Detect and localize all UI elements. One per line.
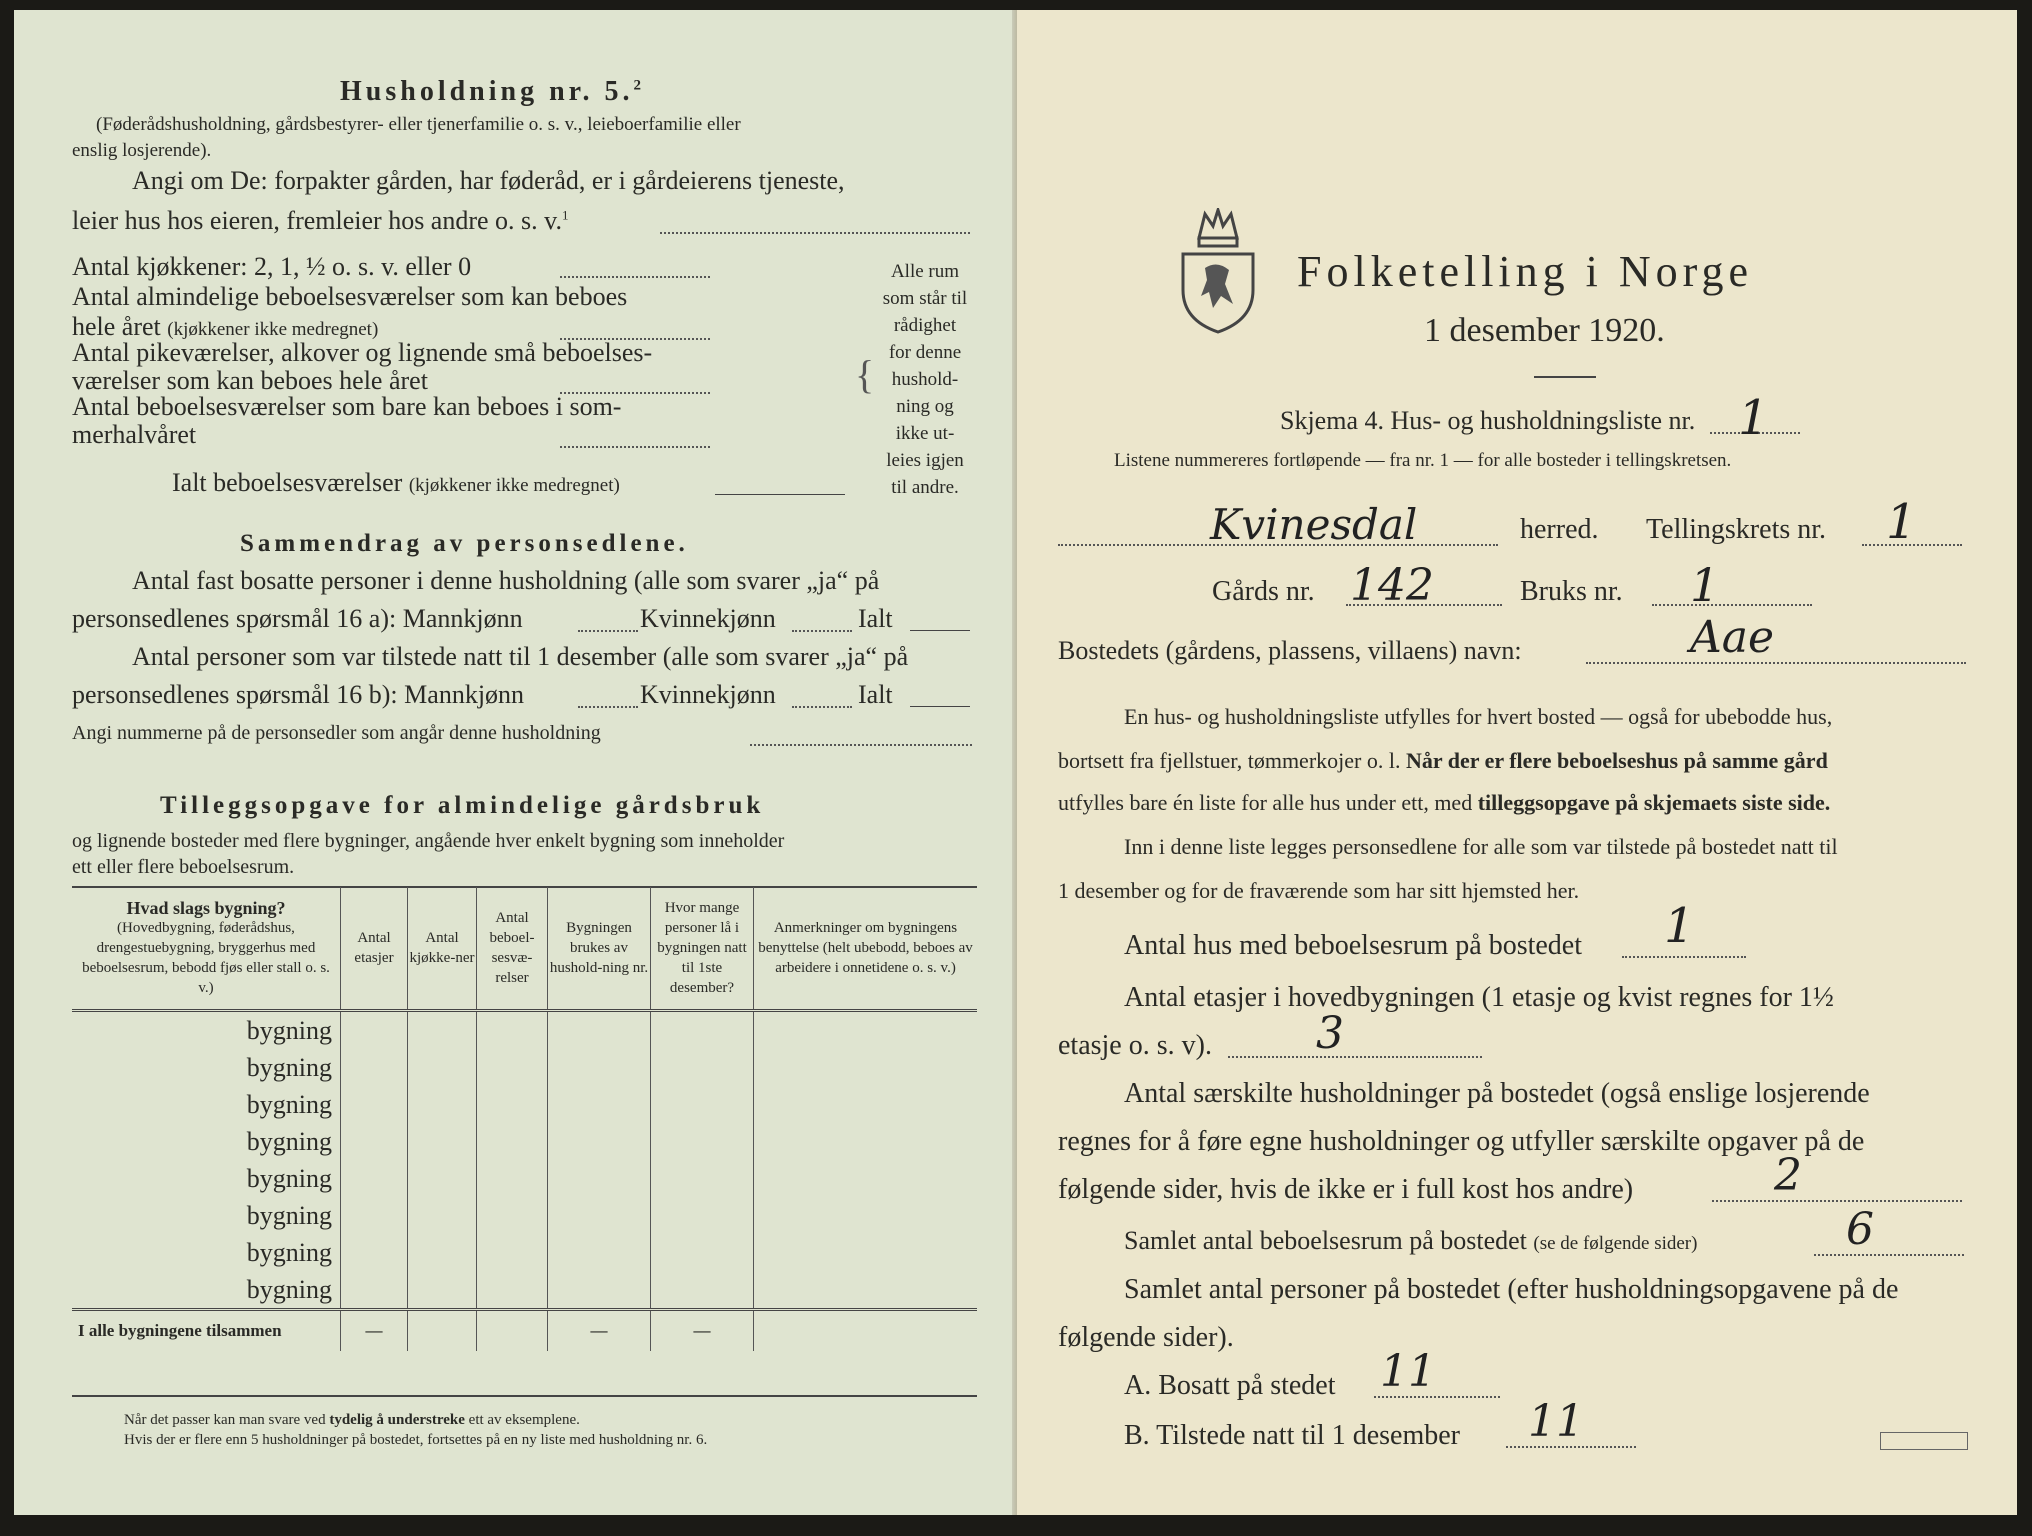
table-row: bygning — [72, 1011, 977, 1050]
summary-title: Sammendrag av personsedlene. — [240, 530, 689, 557]
table-row: bygning — [72, 1234, 977, 1271]
maid-line-1: Antal pikeværelser, alkover og lignende små beboelses- — [72, 338, 653, 367]
schema-label: Skjema 4. Hus- og husholdningsliste nr. — [1280, 406, 1696, 435]
extra-title: Tilleggsopgave for almindelige gårdsbruk — [160, 792, 765, 819]
sum1-mann-field — [578, 630, 638, 632]
sum1-kvinne-label: Kvinnekjønn — [640, 604, 776, 633]
hush-value: 2 — [1774, 1150, 1802, 1201]
maid-line-2: værelser som kan beboes hele året — [72, 366, 428, 395]
table-row: bygning — [72, 1160, 977, 1197]
sum1-ialt-field — [910, 630, 970, 631]
table-bottom-rule — [72, 1395, 977, 1397]
household-title: Husholdning nr. 5.$^2$ — [340, 76, 646, 107]
para1-line-1: En hus- og husholdningsliste utfylles for hvert bosted — også for ubebodde hus, — [1124, 704, 1833, 729]
herred-value: Kvinesdal — [1210, 500, 1418, 549]
col-rooms: Antal beboel-sesvæ-relser — [477, 887, 548, 1011]
rooms-line-1: Antal almindelige beboelsesværelser som kan beboes — [72, 282, 628, 311]
rooms-line-2: hele året (kjøkkener ikke medregnet) — [72, 312, 379, 341]
etasjer-value: 3 — [1316, 1008, 1344, 1059]
table-row: bygning — [72, 1049, 977, 1086]
sum2-ialt-field — [910, 706, 970, 707]
extra-line-1: og lignende bosteder med flere bygninger, angående hver enkelt bygning som inneholder — [72, 830, 785, 852]
herred-label: herred. — [1520, 514, 1599, 545]
coat-of-arms-icon — [1177, 208, 1259, 334]
col-remarks: Anmerkninger om bygningens benyttelse (helt ubebodd, beboes av arbeidere i onnetidene o. s. v.) — [754, 887, 978, 1011]
hush-line-3: følgende sider, hvis de ikke er i full kost hos andre) — [1058, 1174, 1634, 1205]
bosatt-value: 11 — [1380, 1346, 1436, 1397]
rum-value: 6 — [1846, 1204, 1874, 1255]
census-date: 1 desember 1920. — [1424, 312, 1665, 349]
bosted-field — [1586, 662, 1966, 664]
footnote-1: Når det passer kan man svare ved tydelig å understreke ett av eksemplene. — [124, 1412, 580, 1428]
rum-label: Samlet antal beboelsesrum på bostedet (se de følgende sider) — [1124, 1226, 1698, 1255]
bosatt-label: A. Bosatt på stedet — [1124, 1370, 1336, 1401]
angi-line-2: leier hus hos eieren, fremleier hos andre o. s. v.$^1$ — [72, 206, 569, 235]
sum2-ialt-label: Ialt — [858, 680, 893, 709]
household-subtitle-2: enslig losjerende). — [72, 140, 212, 161]
para2-line-1: Inn i denne liste legges personsedlene for alle som var tilstede på bostedet natt til — [1124, 834, 1838, 859]
sum2-mann-field — [578, 706, 638, 708]
sum2-kvinne-label: Kvinnekjønn — [640, 680, 776, 709]
side-note: Alle rum som står til rådighet for denne hushold- ning og ikke ut- leies igjen til andre. — [882, 261, 968, 498]
table-row: bygning — [72, 1197, 977, 1234]
bruk-value: 1 — [1690, 558, 1720, 612]
schema-value: 1 — [1738, 390, 1769, 446]
summary-2-line-2: personsedlenes spørsmål 16 b): Mannkjønn — [72, 680, 525, 709]
bosted-value: Aae — [1690, 612, 1775, 663]
extra-line-2: ett eller flere beboelsesrum. — [72, 856, 295, 878]
footnote-2: Hvis der er flere enn 5 husholdninger på bostedet, fortsettes på en ny liste med husholdning nr. 6. — [124, 1432, 708, 1448]
etasjer-field — [1228, 1056, 1482, 1058]
col-household: Bygningen brukes av hushold-ning nr. — [548, 887, 651, 1011]
table-row: bygning — [72, 1123, 977, 1160]
hush-field — [1712, 1200, 1962, 1202]
gard-label: Gårds nr. — [1212, 576, 1315, 607]
col-building-type: Hvad slags bygning? (Hovedbygning, føderådshus, drengestuebygning, bryggerhus med beboelsesrum, bebodd fjøs eller stall o. s. v.) — [72, 887, 341, 1011]
census-title: Folketelling i Norge — [1297, 247, 1754, 296]
hus-value: 1 — [1664, 898, 1695, 954]
table-row: bygning — [72, 1271, 977, 1310]
total-rooms-field — [715, 494, 845, 495]
col-persons: Hvor mange personer lå i bygningen natt til 1ste desember? — [651, 887, 754, 1011]
etasjer-line-1: Antal etasjer i hovedbygningen (1 etasje og kvist regnes for 1½ — [1124, 982, 1834, 1013]
col-kitchens: Antal kjøkke-ner — [408, 887, 477, 1011]
sum1-kvinne-field — [792, 630, 852, 632]
numbers-label: Angi nummerne på de personsedler som angår denne husholdning — [72, 722, 601, 744]
kitchens-field — [560, 276, 710, 278]
brace: { — [855, 352, 875, 397]
summer-line-2: merhalvåret — [72, 420, 197, 449]
building-table-header — [72, 887, 977, 1011]
sum1-ialt-label: Ialt — [858, 604, 893, 633]
building-table — [72, 887, 977, 1351]
pers-line-2: følgende sider). — [1058, 1322, 1234, 1353]
hus-field — [1622, 956, 1746, 958]
pers-line-1: Samlet antal personer på bostedet (efter husholdningsopgavene på de — [1124, 1274, 1899, 1305]
household-subtitle-1: (Føderådshusholdning, gårdsbestyrer- eller tjenerfamilie o. s. v., leieboerfamilie eller — [96, 114, 741, 135]
angi-line-1: Angi om De: forpakter gården, har føderåd, er i gårdeierens tjeneste, — [132, 166, 845, 195]
para1-line-3: utfylles bare én liste for alle hus under ett, med tilleggsopgave på skjemaets siste side. — [1058, 790, 1831, 815]
total-rooms-label: Ialt beboelsesværelser (kjøkkener ikke medregnet) — [172, 468, 620, 497]
hush-line-1: Antal særskilte husholdninger på bostedet (også enslige losjerende — [1124, 1078, 1870, 1109]
para1-line-2: bortsett fra fjellstuer, tømmerkojer o. l. Når der er flere beboelseshus på samme gård — [1058, 748, 1828, 773]
krets-value: 1 — [1886, 494, 1917, 550]
bruk-field — [1652, 604, 1812, 606]
col-floors: Antal etasjer — [341, 887, 408, 1011]
summer-field — [560, 446, 710, 448]
summary-1-line-2: personsedlenes spørsmål 16 a): Mannkjønn — [72, 604, 523, 633]
sum2-kvinne-field — [792, 706, 852, 708]
hus-label: Antal hus med beboelsesrum på bostedet — [1124, 930, 1583, 961]
summary-2-line-1: Antal personer som var tilstede natt til 1 desember (alle som svarer „ja“ på — [132, 642, 909, 671]
table-total-row: I alle bygningene tilsammen — — — — [72, 1310, 977, 1352]
bosted-label: Bostedets (gårdens, plassens, villaens) navn: — [1058, 636, 1522, 665]
table-row: bygning — [72, 1086, 977, 1123]
printer-stamp — [1880, 1432, 1968, 1450]
list-note: Listene nummereres fortløpende — fra nr. 1 — for alle bosteder i tellingskretsen. — [1114, 450, 1732, 471]
kitchens-label: Antal kjøkkener: 2, 1, ½ o. s. v. eller 0 — [72, 252, 472, 281]
hush-line-2: regnes for å føre egne husholdninger og utfyller særskilte opgaver på de — [1058, 1126, 1865, 1157]
angi-answer-line — [660, 232, 970, 234]
tilstede-value: 11 — [1528, 1396, 1584, 1447]
krets-label: Tellingskrets nr. — [1646, 514, 1827, 545]
title-ornament-rule — [1534, 376, 1596, 378]
summer-line-1: Antal beboelsesværelser som bare kan beboes i som- — [72, 392, 622, 421]
rum-field — [1814, 1254, 1964, 1256]
gard-value: 142 — [1350, 560, 1434, 611]
summary-1-line-1: Antal fast bosatte personer i denne husholdning (alle som svarer „ja“ på — [132, 566, 880, 595]
numbers-field — [750, 744, 972, 746]
tilstede-label: B. Tilstede natt til 1 desember — [1124, 1420, 1460, 1451]
etasjer-line-2: etasje o. s. v). — [1058, 1030, 1212, 1061]
bruk-label: Bruks nr. — [1520, 576, 1623, 607]
para2-line-2: 1 desember og for de fraværende som har sitt hjemsted her. — [1058, 878, 1580, 903]
